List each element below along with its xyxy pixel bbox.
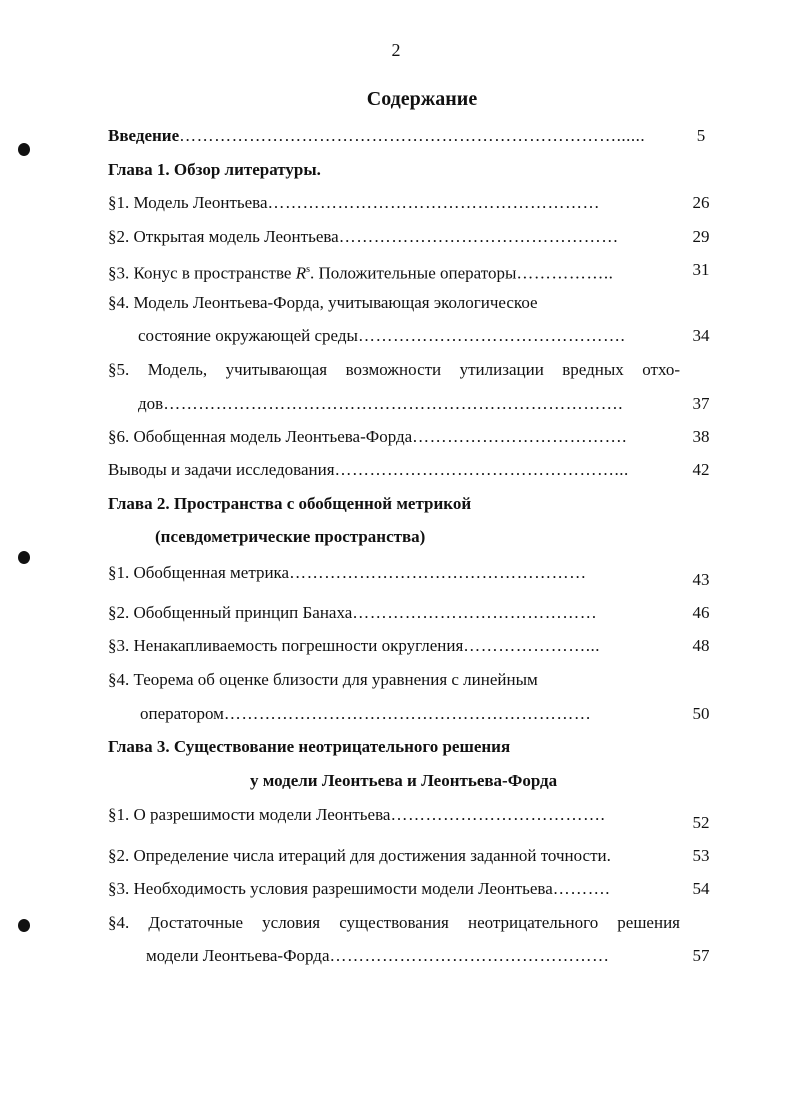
toc-entry-label: состояние окружающей среды xyxy=(138,326,358,345)
toc-entry-label: дов xyxy=(138,394,164,413)
toc-entry-ch2-s4-line2[interactable] xyxy=(140,703,680,725)
leader-dots: ………………………………………. xyxy=(357,326,626,345)
toc-page-number: 48 xyxy=(692,636,710,655)
math-symbol-r: R xyxy=(295,263,307,283)
toc-entry-ch2-s3[interactable] xyxy=(108,635,680,657)
toc-entry-label-cont: . Положительные операторы xyxy=(310,263,517,283)
toc-page-number: 50 xyxy=(692,704,710,723)
toc-page-number: 53 xyxy=(692,846,710,865)
toc-entry-ch2-s1[interactable] xyxy=(108,562,680,584)
toc-entry-intro[interactable] xyxy=(108,125,680,147)
toc-entry-ch1-s2[interactable] xyxy=(108,226,680,248)
toc-entry-ch3-s4-line1[interactable]: §4. Достаточные условия существования неотрицательного решения xyxy=(108,913,680,932)
toc-entry-label: §1. О разрешимости модели Леонтьева xyxy=(108,805,391,824)
toc-entry-label: Введение xyxy=(108,126,180,145)
punch-hole-icon xyxy=(18,143,30,156)
leader-dots: …………………………………………… xyxy=(289,563,587,582)
toc-entry-ch2-s4-line1[interactable]: §4. Теорема об оценке близости для уравнения с линейным xyxy=(108,670,538,689)
chapter-heading-1: Глава 1. Обзор литературы. xyxy=(108,160,321,179)
leader-dots: …………….. xyxy=(516,263,614,283)
punch-hole-icon xyxy=(18,551,30,564)
leader-dots: ……………………………………………………………………. xyxy=(163,394,623,413)
toc-page-number: 37 xyxy=(692,394,710,413)
toc-entry-label: §3. Ненакапливаемость погрешности округления xyxy=(108,636,464,655)
leader-dots: ………………………………. xyxy=(390,805,606,824)
toc-entry-ch1-s5-line1[interactable]: §5. Модель, учитывающая возможности утилизации вредных отхо- xyxy=(108,360,680,379)
toc-page-number: 29 xyxy=(692,227,710,246)
toc-page-number: 54 xyxy=(692,879,710,898)
toc-entry-label: Выводы и задачи исследования xyxy=(108,460,335,479)
toc-page-number: 34 xyxy=(692,326,710,345)
toc-entry-label: §2. Определение числа итераций для достижения заданной точности. xyxy=(108,846,611,865)
toc-entry-label: §6. Обобщенная модель Леонтьева-Форда xyxy=(108,427,413,446)
leader-dots: ……………………………………………………… xyxy=(223,704,592,723)
toc-entry-label: §3. Конус в пространстве xyxy=(108,263,296,283)
toc-entry-ch1-s4-line2[interactable] xyxy=(138,325,680,347)
toc-page-number: 52 xyxy=(692,813,710,832)
toc-entry-label: модели Леонтьева-Форда xyxy=(146,946,330,965)
toc-page-number: 57 xyxy=(692,946,710,965)
toc-entry-label: §2. Обобщенный принцип Банаха xyxy=(108,603,353,622)
toc-entry-ch3-s3[interactable] xyxy=(108,878,680,900)
leader-dots: ………. xyxy=(552,879,610,898)
leader-dots: ………………………………………… xyxy=(338,227,619,246)
page-number: 2 xyxy=(391,40,401,60)
toc-page-number: 26 xyxy=(692,193,710,212)
leader-dots: …………………………………………... xyxy=(334,460,629,479)
toc-entry-ch1-s6[interactable] xyxy=(108,426,680,448)
toc-entry-label: §1. Обобщенная метрика xyxy=(108,563,290,582)
toc-page-number: 46 xyxy=(692,603,710,622)
toc-title: Содержание xyxy=(366,88,478,110)
toc-entry-conclusions[interactable] xyxy=(108,459,680,481)
chapter-heading-3-subtitle: у модели Леонтьева и Леонтьева-Форда xyxy=(250,771,558,790)
toc-entry-label: §3. Необходимость условия разрешимости модели Леонтьева xyxy=(108,879,553,898)
toc-entry-label: §1. Модель Леонтьева xyxy=(108,193,268,212)
chapter-heading-2: Глава 2. Пространства с обобщенной метрикой xyxy=(108,494,472,513)
toc-page-number: 5 xyxy=(696,126,706,145)
toc-entry-ch3-s4-line2[interactable] xyxy=(146,945,680,967)
leader-dots: ………………………………. xyxy=(412,427,627,446)
toc-page-number: 38 xyxy=(692,427,710,446)
leader-dots: …………………………………………………………………...... xyxy=(179,126,646,145)
toc-entry-ch1-s4-line1[interactable]: §4. Модель Леонтьева-Форда, учитывающая экологическое xyxy=(108,293,538,312)
toc-entry-ch1-s1[interactable] xyxy=(108,192,680,214)
toc-entry-label: §2. Открытая модель Леонтьева xyxy=(108,227,339,246)
toc-entry-ch3-s2[interactable] xyxy=(108,845,680,867)
chapter-heading-3: Глава 3. Существование неотрицательного решения xyxy=(108,737,511,756)
leader-dots: ………………………………………………… xyxy=(267,193,601,212)
toc-page-number: 42 xyxy=(692,460,710,479)
punch-hole-icon xyxy=(18,919,30,932)
toc-page-number: 43 xyxy=(692,570,710,589)
leader-dots: ………………………………………… xyxy=(329,946,610,965)
leader-dots: …………………………………… xyxy=(352,603,598,622)
math-superscript: s xyxy=(306,264,311,275)
leader-dots: …………………... xyxy=(463,636,601,655)
toc-entry-ch3-s1[interactable] xyxy=(108,804,680,826)
toc-entry-label: оператором xyxy=(140,704,224,723)
toc-page-number: 31 xyxy=(692,260,710,279)
toc-entry-ch2-s2[interactable] xyxy=(108,602,680,624)
chapter-heading-2-subtitle: (псевдометрические пространства) xyxy=(155,527,426,546)
toc-entry-ch1-s3[interactable] xyxy=(108,259,680,285)
toc-entry-ch1-s5-line2[interactable] xyxy=(138,393,680,415)
